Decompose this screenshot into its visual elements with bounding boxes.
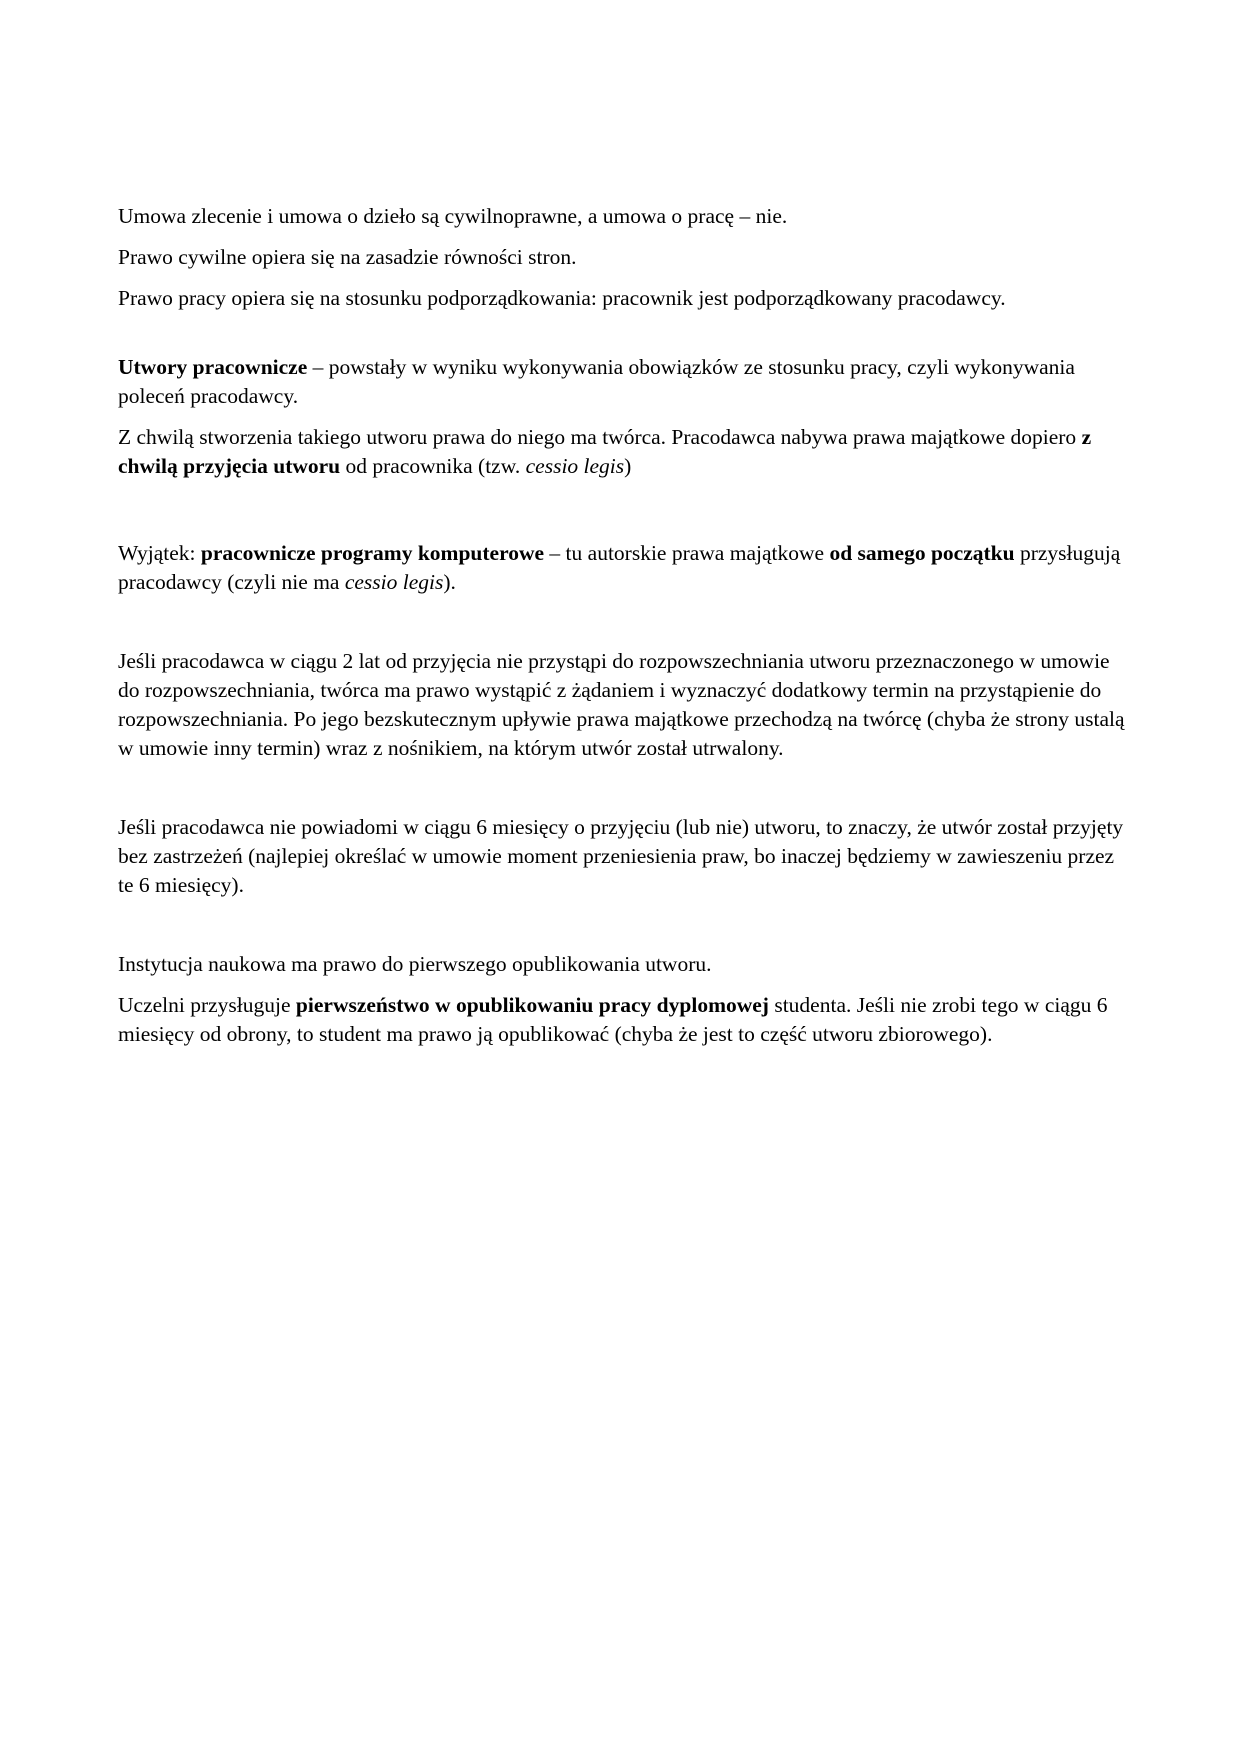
paragraph-two-years	[118, 647, 1128, 763]
paragraph-text: przysługują pracodawcy (czyli nie ma	[118, 541, 1121, 594]
paragraph-text: – tu autorskie prawa majątkowe	[544, 541, 830, 565]
paragraph-employee-works	[118, 353, 1128, 411]
paragraph-text: Umowa zlecenie i umowa o dzieło są cywilnoprawne, a umowa o pracę – nie.	[118, 204, 788, 228]
paragraph-text: Jeśli pracodawca nie powiadomi w ciągu 6 miesięcy o przyjęciu (lub nie) utworu, to znaczy, że utwór został przyjęty bez zastrzeżeń (najlepiej określać w umowie moment przeniesienia praw, bo inaczej będziemy w zawieszeniu przez te 6 miesięcy).	[118, 815, 1124, 897]
paragraph-text: Instytucja naukowa ma prawo do pierwszego opublikowania utworu.	[118, 952, 712, 976]
paragraph-text: Uczelni przysługuje	[118, 993, 296, 1017]
paragraph-exception	[118, 539, 1128, 597]
paragraph-six-months	[118, 813, 1128, 900]
paragraph-text: Wyjątek:	[118, 541, 201, 565]
paragraph-contract-types	[118, 202, 1128, 231]
paragraph-text: ).	[443, 570, 456, 594]
paragraph-text: Jeśli pracodawca w ciągu 2 lat od przyjęcia nie przystąpi do rozpowszechniania utworu przeznaczonego w umowie do rozpowszechniania, twórca ma prawo wystąpić z żądaniem i wyznaczyć dodatkowy termin na przystąpienie do rozpowszechniania. Po jego bezskutecznym upływie prawa majątkowe przechodzą na twórcę (chyba że strony ustalą w umowie inny termin) wraz z nośnikiem, na którym utwór został utrwalony.	[118, 649, 1125, 760]
emphasis-thesis-priority: pierwszeństwo w opublikowaniu pracy dyplomowej	[295, 993, 769, 1017]
paragraph-text: Z chwilą stworzenia takiego utworu prawa do niego ma twórca. Pracodawca nabywa prawa majątkowe dopiero	[118, 425, 1082, 449]
term-cessio-legis: cessio legis	[525, 454, 625, 478]
emphasis-acceptance: z chwilą przyjęcia utworu	[118, 425, 1092, 478]
paragraph-text: – powstały w wyniku wykonywania obowiązków ze stosunku pracy, czyli wykonywania poleceń pracodawcy.	[118, 355, 1075, 408]
emphasis-from-start: od samego początku	[829, 541, 1015, 565]
paragraph-text: Prawo cywilne opiera się na zasadzie równości stron.	[118, 245, 577, 269]
paragraph-labor-law	[118, 284, 1128, 313]
document-body	[118, 202, 1128, 1061]
paragraph-scientific-institution	[118, 950, 1128, 979]
term-employee-works: Utwory pracownicze	[118, 355, 308, 379]
term-cessio-legis: cessio legis	[344, 570, 444, 594]
paragraph-text: Prawo pracy opiera się na stosunku podporządkowania: pracownik jest podporządkowany pracodawcy.	[118, 286, 1006, 310]
paragraph-text: )	[624, 454, 632, 478]
paragraph-rights-acquisition	[118, 423, 1128, 481]
paragraph-civil-law	[118, 243, 1128, 272]
term-computer-programs: pracownicze programy komputerowe	[200, 541, 545, 565]
paragraph-university	[118, 991, 1128, 1049]
paragraph-text: od pracownika (tzw.	[340, 454, 526, 478]
paragraph-text: studenta. Jeśli nie zrobi tego w ciągu 6 miesięcy od obrony, to student ma prawo ją opublikować (chyba że jest to część utworu zbiorowego).	[118, 993, 1108, 1046]
